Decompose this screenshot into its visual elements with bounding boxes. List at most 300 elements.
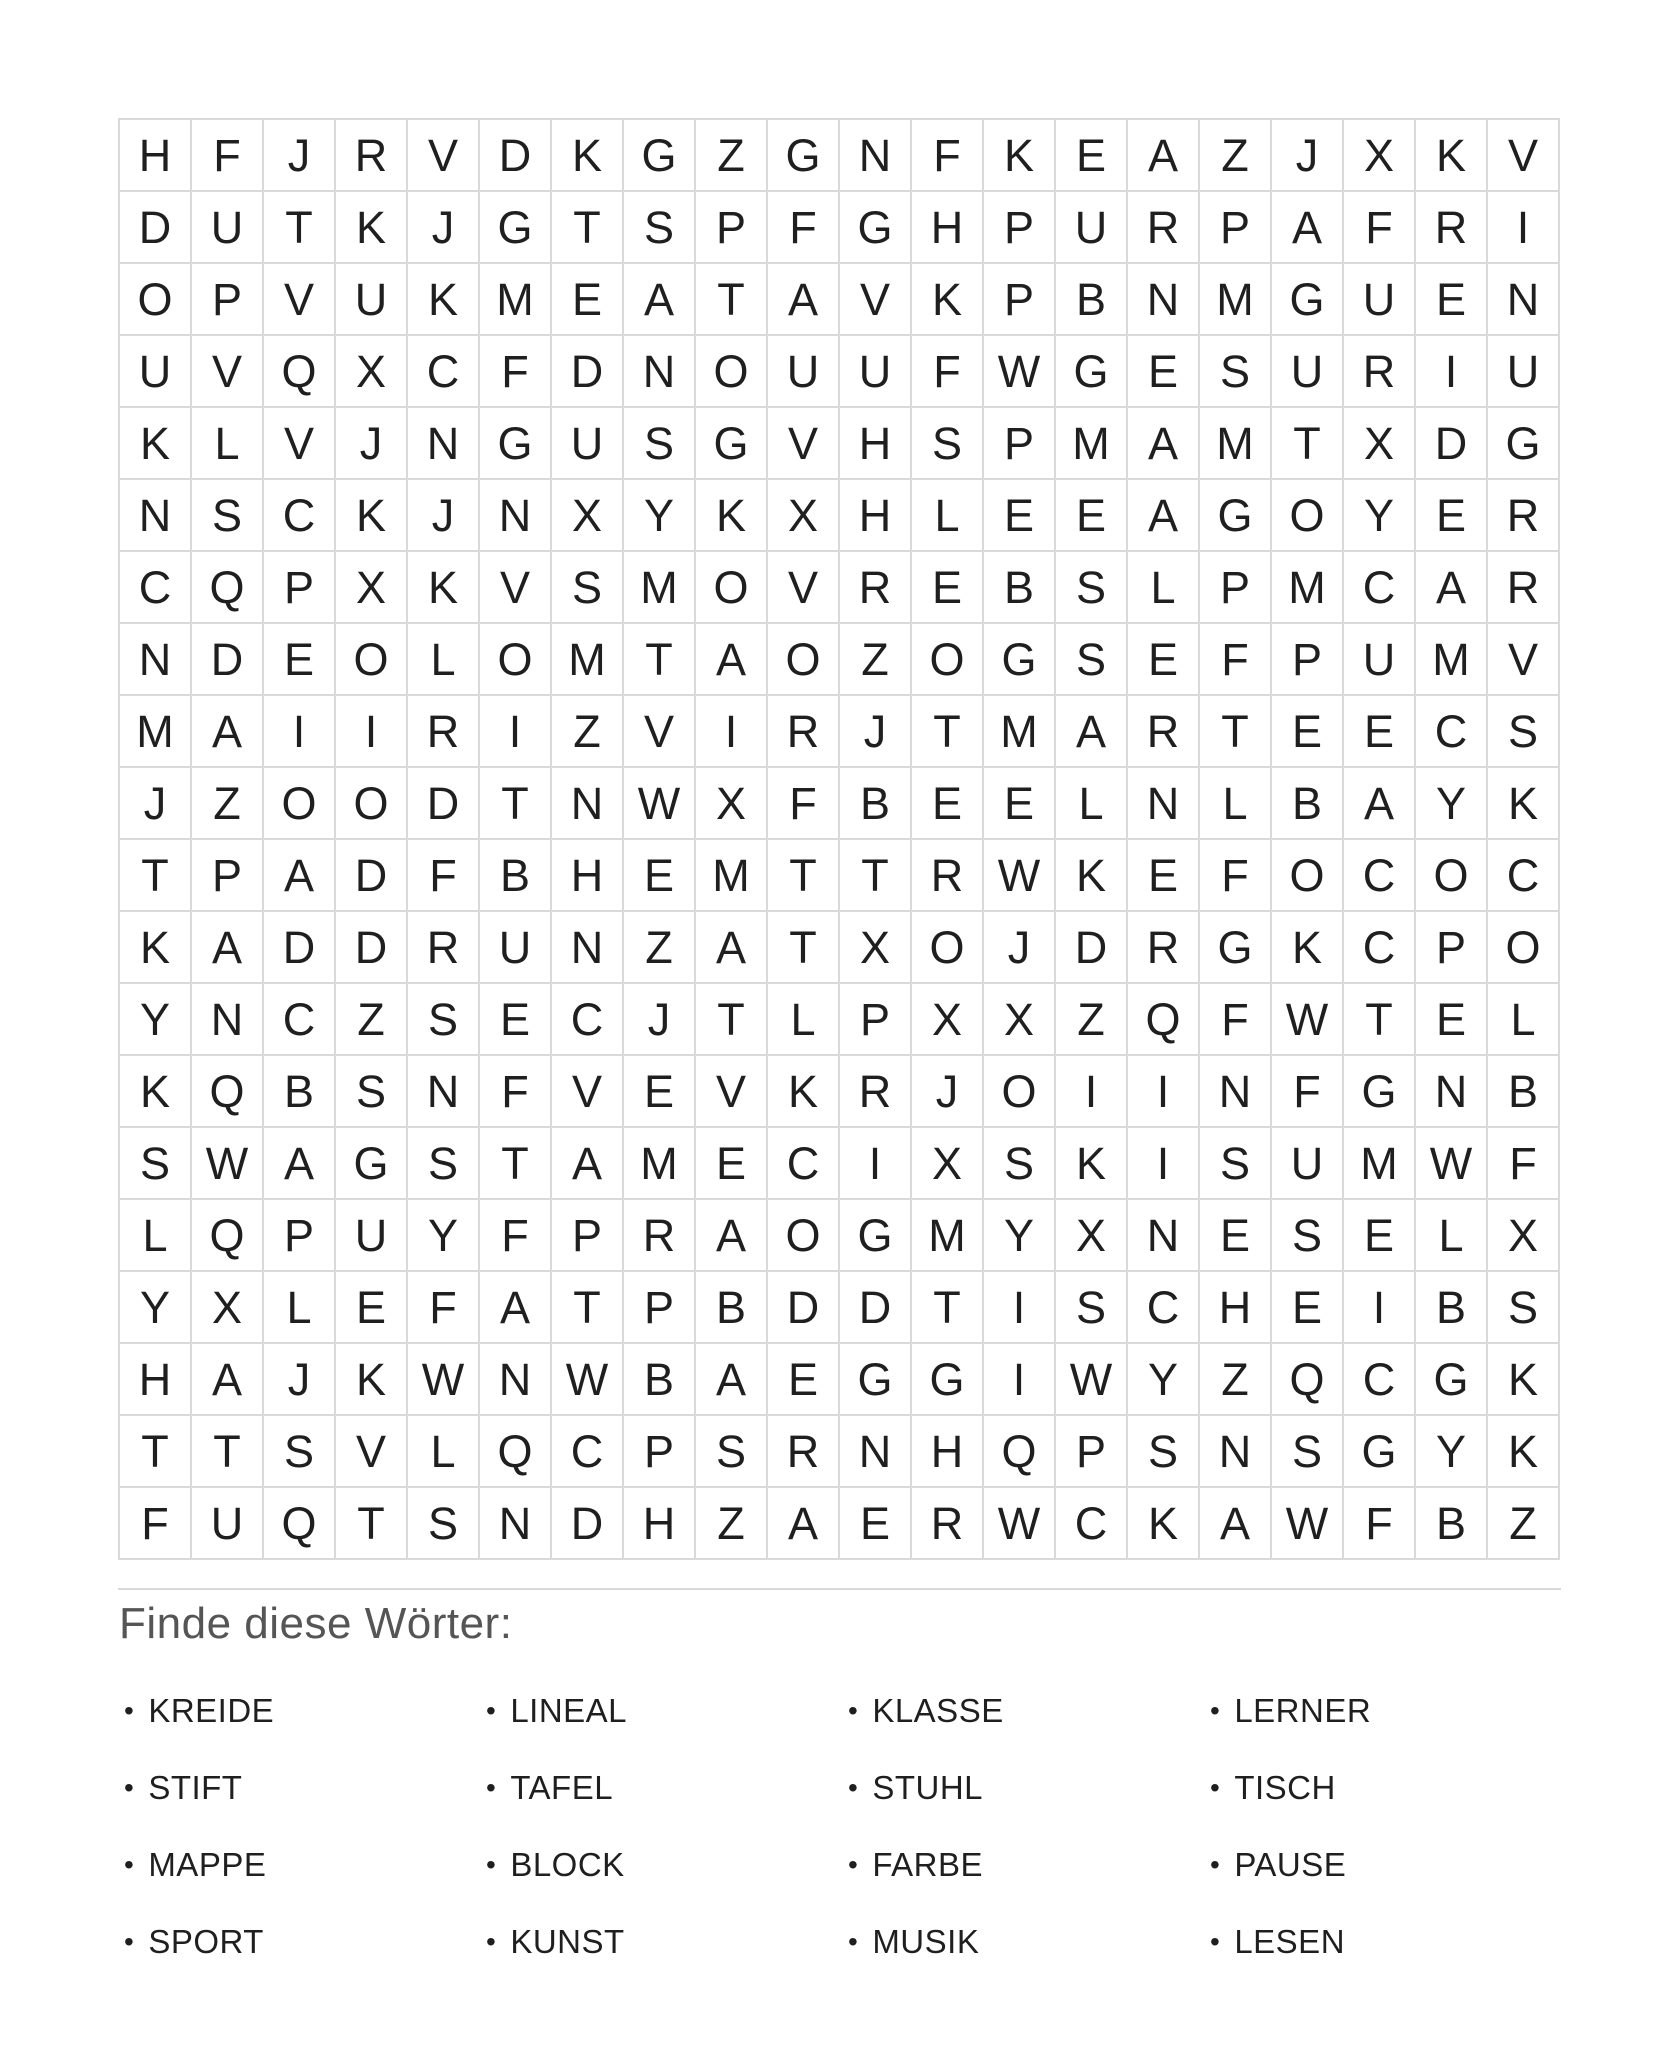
grid-cell[interactable]: K: [1056, 840, 1126, 910]
grid-cell[interactable]: P: [984, 408, 1054, 478]
grid-cell[interactable]: V: [840, 264, 910, 334]
grid-cell[interactable]: S: [264, 1416, 334, 1486]
grid-cell[interactable]: L: [1416, 1200, 1486, 1270]
grid-cell[interactable]: L: [1200, 768, 1270, 838]
grid-cell[interactable]: A: [1128, 408, 1198, 478]
grid-cell[interactable]: R: [1344, 336, 1414, 406]
grid-cell[interactable]: C: [1344, 1344, 1414, 1414]
grid-cell[interactable]: R: [336, 120, 406, 190]
grid-cell[interactable]: T: [624, 624, 694, 694]
grid-cell[interactable]: L: [912, 480, 982, 550]
grid-cell[interactable]: K: [768, 1056, 838, 1126]
grid-cell[interactable]: A: [552, 1128, 622, 1198]
grid-cell[interactable]: R: [768, 696, 838, 766]
grid-cell[interactable]: N: [1128, 264, 1198, 334]
grid-cell[interactable]: S: [1128, 1416, 1198, 1486]
grid-cell[interactable]: B: [480, 840, 550, 910]
grid-cell[interactable]: Q: [264, 336, 334, 406]
grid-cell[interactable]: G: [912, 1344, 982, 1414]
grid-cell[interactable]: S: [336, 1056, 406, 1126]
grid-cell[interactable]: W: [1272, 984, 1342, 1054]
grid-cell[interactable]: K: [984, 120, 1054, 190]
grid-cell[interactable]: E: [1128, 840, 1198, 910]
grid-cell[interactable]: G: [840, 1344, 910, 1414]
grid-cell[interactable]: H: [840, 408, 910, 478]
grid-cell[interactable]: K: [552, 120, 622, 190]
grid-cell[interactable]: D: [1056, 912, 1126, 982]
grid-cell[interactable]: W: [624, 768, 694, 838]
grid-cell[interactable]: N: [408, 408, 478, 478]
grid-cell[interactable]: G: [1056, 336, 1126, 406]
grid-cell[interactable]: Z: [696, 120, 766, 190]
grid-cell[interactable]: C: [552, 1416, 622, 1486]
grid-cell[interactable]: I: [1344, 1272, 1414, 1342]
grid-cell[interactable]: Z: [192, 768, 262, 838]
grid-cell[interactable]: T: [1272, 408, 1342, 478]
grid-cell[interactable]: Z: [1056, 984, 1126, 1054]
grid-cell[interactable]: Y: [120, 984, 190, 1054]
grid-cell[interactable]: E: [264, 624, 334, 694]
grid-cell[interactable]: A: [624, 264, 694, 334]
grid-cell[interactable]: R: [408, 912, 478, 982]
grid-cell[interactable]: X: [1056, 1200, 1126, 1270]
grid-cell[interactable]: S: [1200, 336, 1270, 406]
grid-cell[interactable]: H: [120, 120, 190, 190]
grid-cell[interactable]: Y: [120, 1272, 190, 1342]
grid-cell[interactable]: K: [1272, 912, 1342, 982]
grid-cell[interactable]: V: [192, 336, 262, 406]
grid-cell[interactable]: U: [1272, 336, 1342, 406]
grid-cell[interactable]: O: [696, 552, 766, 622]
grid-cell[interactable]: O: [264, 768, 334, 838]
grid-cell[interactable]: Q: [192, 552, 262, 622]
grid-cell[interactable]: E: [1416, 480, 1486, 550]
grid-cell[interactable]: M: [1416, 624, 1486, 694]
grid-cell[interactable]: U: [192, 192, 262, 262]
grid-cell[interactable]: N: [120, 624, 190, 694]
grid-cell[interactable]: A: [696, 1200, 766, 1270]
grid-cell[interactable]: I: [480, 696, 550, 766]
grid-cell[interactable]: J: [264, 120, 334, 190]
grid-cell[interactable]: S: [984, 1128, 1054, 1198]
grid-cell[interactable]: E: [1200, 1200, 1270, 1270]
grid-cell[interactable]: G: [1488, 408, 1558, 478]
grid-cell[interactable]: N: [480, 1344, 550, 1414]
grid-cell[interactable]: H: [912, 1416, 982, 1486]
grid-cell[interactable]: F: [912, 120, 982, 190]
grid-cell[interactable]: F: [1200, 840, 1270, 910]
grid-cell[interactable]: T: [264, 192, 334, 262]
grid-cell[interactable]: P: [1056, 1416, 1126, 1486]
grid-cell[interactable]: F: [1488, 1128, 1558, 1198]
grid-cell[interactable]: B: [1056, 264, 1126, 334]
grid-cell[interactable]: E: [768, 1344, 838, 1414]
grid-cell[interactable]: K: [336, 1344, 406, 1414]
grid-cell[interactable]: U: [480, 912, 550, 982]
grid-cell[interactable]: I: [840, 1128, 910, 1198]
grid-cell[interactable]: X: [336, 336, 406, 406]
grid-cell[interactable]: O: [1416, 840, 1486, 910]
grid-cell[interactable]: T: [480, 768, 550, 838]
grid-cell[interactable]: B: [984, 552, 1054, 622]
grid-cell[interactable]: B: [696, 1272, 766, 1342]
grid-cell[interactable]: K: [1488, 768, 1558, 838]
grid-cell[interactable]: O: [768, 624, 838, 694]
grid-cell[interactable]: R: [1128, 192, 1198, 262]
grid-cell[interactable]: E: [480, 984, 550, 1054]
grid-cell[interactable]: O: [768, 1200, 838, 1270]
grid-cell[interactable]: U: [1344, 264, 1414, 334]
grid-cell[interactable]: P: [192, 264, 262, 334]
grid-cell[interactable]: M: [624, 552, 694, 622]
grid-cell[interactable]: Q: [192, 1056, 262, 1126]
grid-cell[interactable]: Q: [192, 1200, 262, 1270]
grid-cell[interactable]: W: [192, 1128, 262, 1198]
grid-cell[interactable]: A: [192, 696, 262, 766]
grid-cell[interactable]: N: [408, 1056, 478, 1126]
grid-cell[interactable]: S: [1272, 1416, 1342, 1486]
grid-cell[interactable]: F: [120, 1488, 190, 1558]
grid-cell[interactable]: L: [1488, 984, 1558, 1054]
grid-cell[interactable]: X: [912, 984, 982, 1054]
grid-cell[interactable]: S: [624, 408, 694, 478]
grid-cell[interactable]: X: [1488, 1200, 1558, 1270]
grid-cell[interactable]: T: [480, 1128, 550, 1198]
grid-cell[interactable]: G: [1272, 264, 1342, 334]
grid-cell[interactable]: L: [1056, 768, 1126, 838]
grid-cell[interactable]: A: [696, 624, 766, 694]
grid-cell[interactable]: I: [1416, 336, 1486, 406]
grid-cell[interactable]: P: [192, 840, 262, 910]
grid-cell[interactable]: P: [264, 1200, 334, 1270]
grid-cell[interactable]: A: [768, 1488, 838, 1558]
grid-cell[interactable]: K: [408, 264, 478, 334]
grid-cell[interactable]: Z: [1200, 1344, 1270, 1414]
grid-cell[interactable]: D: [552, 1488, 622, 1558]
grid-cell[interactable]: A: [1416, 552, 1486, 622]
grid-cell[interactable]: H: [912, 192, 982, 262]
grid-cell[interactable]: K: [1416, 120, 1486, 190]
grid-cell[interactable]: E: [984, 480, 1054, 550]
grid-cell[interactable]: S: [1056, 1272, 1126, 1342]
grid-cell[interactable]: J: [1272, 120, 1342, 190]
grid-cell[interactable]: F: [192, 120, 262, 190]
grid-cell[interactable]: Q: [1272, 1344, 1342, 1414]
grid-cell[interactable]: D: [120, 192, 190, 262]
grid-cell[interactable]: H: [120, 1344, 190, 1414]
grid-cell[interactable]: P: [552, 1200, 622, 1270]
grid-cell[interactable]: M: [120, 696, 190, 766]
grid-cell[interactable]: A: [480, 1272, 550, 1342]
grid-cell[interactable]: B: [1272, 768, 1342, 838]
grid-cell[interactable]: L: [192, 408, 262, 478]
grid-cell[interactable]: G: [840, 1200, 910, 1270]
grid-cell[interactable]: B: [1416, 1272, 1486, 1342]
grid-cell[interactable]: N: [624, 336, 694, 406]
grid-cell[interactable]: C: [768, 1128, 838, 1198]
grid-cell[interactable]: E: [1056, 120, 1126, 190]
grid-cell[interactable]: N: [840, 1416, 910, 1486]
grid-cell[interactable]: N: [1128, 768, 1198, 838]
grid-cell[interactable]: D: [1416, 408, 1486, 478]
grid-cell[interactable]: N: [1488, 264, 1558, 334]
grid-cell[interactable]: K: [1128, 1488, 1198, 1558]
grid-cell[interactable]: Y: [624, 480, 694, 550]
grid-cell[interactable]: L: [264, 1272, 334, 1342]
grid-cell[interactable]: D: [840, 1272, 910, 1342]
grid-cell[interactable]: U: [1272, 1128, 1342, 1198]
grid-cell[interactable]: J: [120, 768, 190, 838]
grid-cell[interactable]: U: [1056, 192, 1126, 262]
grid-cell[interactable]: G: [984, 624, 1054, 694]
grid-cell[interactable]: S: [408, 1128, 478, 1198]
grid-cell[interactable]: A: [192, 912, 262, 982]
grid-cell[interactable]: R: [840, 1056, 910, 1126]
grid-cell[interactable]: C: [1056, 1488, 1126, 1558]
grid-cell[interactable]: C: [1344, 552, 1414, 622]
grid-cell[interactable]: X: [696, 768, 766, 838]
grid-cell[interactable]: E: [912, 552, 982, 622]
grid-cell[interactable]: N: [1200, 1056, 1270, 1126]
grid-cell[interactable]: X: [912, 1128, 982, 1198]
grid-cell[interactable]: V: [552, 1056, 622, 1126]
grid-cell[interactable]: O: [336, 768, 406, 838]
grid-cell[interactable]: G: [696, 408, 766, 478]
grid-cell[interactable]: O: [1272, 480, 1342, 550]
grid-cell[interactable]: K: [408, 552, 478, 622]
grid-cell[interactable]: C: [1344, 840, 1414, 910]
grid-cell[interactable]: R: [1488, 552, 1558, 622]
grid-cell[interactable]: S: [1488, 1272, 1558, 1342]
grid-cell[interactable]: W: [984, 336, 1054, 406]
grid-cell[interactable]: Q: [264, 1488, 334, 1558]
grid-cell[interactable]: C: [408, 336, 478, 406]
grid-cell[interactable]: V: [264, 408, 334, 478]
grid-cell[interactable]: F: [480, 336, 550, 406]
grid-cell[interactable]: S: [696, 1416, 766, 1486]
grid-cell[interactable]: D: [264, 912, 334, 982]
grid-cell[interactable]: W: [1272, 1488, 1342, 1558]
grid-cell[interactable]: S: [1272, 1200, 1342, 1270]
grid-cell[interactable]: V: [768, 552, 838, 622]
grid-cell[interactable]: E: [1344, 1200, 1414, 1270]
grid-cell[interactable]: T: [120, 1416, 190, 1486]
grid-cell[interactable]: R: [408, 696, 478, 766]
grid-cell[interactable]: Y: [1416, 1416, 1486, 1486]
grid-cell[interactable]: T: [552, 192, 622, 262]
grid-cell[interactable]: O: [984, 1056, 1054, 1126]
grid-cell[interactable]: S: [1200, 1128, 1270, 1198]
grid-cell[interactable]: E: [984, 768, 1054, 838]
grid-cell[interactable]: C: [264, 984, 334, 1054]
grid-cell[interactable]: M: [1344, 1128, 1414, 1198]
grid-cell[interactable]: L: [408, 1416, 478, 1486]
grid-cell[interactable]: Z: [552, 696, 622, 766]
grid-cell[interactable]: P: [1200, 192, 1270, 262]
grid-cell[interactable]: L: [120, 1200, 190, 1270]
grid-cell[interactable]: R: [1128, 912, 1198, 982]
grid-cell[interactable]: A: [1200, 1488, 1270, 1558]
grid-cell[interactable]: T: [552, 1272, 622, 1342]
grid-cell[interactable]: Z: [1488, 1488, 1558, 1558]
grid-cell[interactable]: X: [840, 912, 910, 982]
grid-cell[interactable]: A: [264, 1128, 334, 1198]
grid-cell[interactable]: O: [912, 624, 982, 694]
grid-cell[interactable]: K: [120, 1056, 190, 1126]
grid-cell[interactable]: F: [408, 840, 478, 910]
grid-cell[interactable]: F: [768, 768, 838, 838]
grid-cell[interactable]: K: [912, 264, 982, 334]
grid-cell[interactable]: Z: [696, 1488, 766, 1558]
grid-cell[interactable]: G: [840, 192, 910, 262]
grid-cell[interactable]: Y: [408, 1200, 478, 1270]
grid-cell[interactable]: P: [624, 1272, 694, 1342]
grid-cell[interactable]: E: [912, 768, 982, 838]
grid-cell[interactable]: I: [696, 696, 766, 766]
grid-cell[interactable]: Y: [984, 1200, 1054, 1270]
grid-cell[interactable]: T: [768, 912, 838, 982]
grid-cell[interactable]: R: [912, 840, 982, 910]
grid-cell[interactable]: X: [336, 552, 406, 622]
grid-cell[interactable]: Y: [1416, 768, 1486, 838]
grid-cell[interactable]: E: [1416, 984, 1486, 1054]
grid-cell[interactable]: E: [552, 264, 622, 334]
grid-cell[interactable]: E: [624, 1056, 694, 1126]
grid-cell[interactable]: A: [1344, 768, 1414, 838]
grid-cell[interactable]: V: [408, 120, 478, 190]
grid-cell[interactable]: I: [1128, 1128, 1198, 1198]
grid-cell[interactable]: N: [552, 912, 622, 982]
grid-cell[interactable]: D: [768, 1272, 838, 1342]
grid-cell[interactable]: F: [1200, 984, 1270, 1054]
grid-cell[interactable]: N: [1128, 1200, 1198, 1270]
grid-cell[interactable]: U: [552, 408, 622, 478]
grid-cell[interactable]: U: [192, 1488, 262, 1558]
grid-cell[interactable]: R: [912, 1488, 982, 1558]
grid-cell[interactable]: E: [336, 1272, 406, 1342]
grid-cell[interactable]: B: [840, 768, 910, 838]
grid-cell[interactable]: M: [1200, 408, 1270, 478]
grid-cell[interactable]: L: [768, 984, 838, 1054]
grid-cell[interactable]: W: [1056, 1344, 1126, 1414]
grid-cell[interactable]: L: [1128, 552, 1198, 622]
grid-cell[interactable]: S: [408, 984, 478, 1054]
grid-cell[interactable]: E: [1056, 480, 1126, 550]
grid-cell[interactable]: P: [1200, 552, 1270, 622]
grid-cell[interactable]: F: [480, 1200, 550, 1270]
grid-cell[interactable]: V: [480, 552, 550, 622]
grid-cell[interactable]: T: [192, 1416, 262, 1486]
grid-cell[interactable]: S: [624, 192, 694, 262]
grid-cell[interactable]: N: [1200, 1416, 1270, 1486]
grid-cell[interactable]: T: [696, 984, 766, 1054]
grid-cell[interactable]: U: [1344, 624, 1414, 694]
grid-cell[interactable]: G: [1200, 480, 1270, 550]
grid-cell[interactable]: F: [1200, 624, 1270, 694]
grid-cell[interactable]: O: [120, 264, 190, 334]
grid-cell[interactable]: F: [408, 1272, 478, 1342]
grid-cell[interactable]: W: [984, 1488, 1054, 1558]
grid-cell[interactable]: Q: [984, 1416, 1054, 1486]
grid-cell[interactable]: J: [408, 192, 478, 262]
grid-cell[interactable]: R: [1128, 696, 1198, 766]
grid-cell[interactable]: N: [192, 984, 262, 1054]
grid-cell[interactable]: T: [1200, 696, 1270, 766]
grid-cell[interactable]: H: [552, 840, 622, 910]
grid-cell[interactable]: P: [1416, 912, 1486, 982]
grid-cell[interactable]: M: [552, 624, 622, 694]
grid-cell[interactable]: S: [1488, 696, 1558, 766]
grid-cell[interactable]: C: [552, 984, 622, 1054]
grid-cell[interactable]: J: [336, 408, 406, 478]
grid-cell[interactable]: K: [120, 912, 190, 982]
grid-cell[interactable]: F: [768, 192, 838, 262]
grid-cell[interactable]: E: [696, 1128, 766, 1198]
grid-cell[interactable]: C: [1416, 696, 1486, 766]
grid-cell[interactable]: R: [840, 552, 910, 622]
grid-cell[interactable]: J: [840, 696, 910, 766]
grid-cell[interactable]: X: [768, 480, 838, 550]
grid-cell[interactable]: E: [1272, 696, 1342, 766]
grid-cell[interactable]: V: [1488, 624, 1558, 694]
grid-cell[interactable]: E: [1128, 336, 1198, 406]
grid-cell[interactable]: G: [336, 1128, 406, 1198]
grid-cell[interactable]: A: [696, 1344, 766, 1414]
grid-cell[interactable]: E: [840, 1488, 910, 1558]
grid-cell[interactable]: G: [768, 120, 838, 190]
grid-cell[interactable]: P: [696, 192, 766, 262]
grid-cell[interactable]: N: [480, 480, 550, 550]
grid-cell[interactable]: U: [840, 336, 910, 406]
grid-cell[interactable]: U: [1488, 336, 1558, 406]
grid-cell[interactable]: K: [336, 192, 406, 262]
grid-cell[interactable]: V: [336, 1416, 406, 1486]
grid-cell[interactable]: M: [984, 696, 1054, 766]
grid-cell[interactable]: O: [912, 912, 982, 982]
grid-cell[interactable]: E: [624, 840, 694, 910]
grid-cell[interactable]: I: [336, 696, 406, 766]
grid-cell[interactable]: B: [624, 1344, 694, 1414]
grid-cell[interactable]: F: [1344, 1488, 1414, 1558]
grid-cell[interactable]: S: [1056, 624, 1126, 694]
grid-cell[interactable]: R: [768, 1416, 838, 1486]
grid-cell[interactable]: C: [120, 552, 190, 622]
grid-cell[interactable]: X: [552, 480, 622, 550]
grid-cell[interactable]: N: [840, 120, 910, 190]
grid-cell[interactable]: N: [480, 1488, 550, 1558]
grid-cell[interactable]: A: [1128, 480, 1198, 550]
grid-cell[interactable]: X: [1344, 120, 1414, 190]
grid-cell[interactable]: M: [1200, 264, 1270, 334]
grid-cell[interactable]: P: [624, 1416, 694, 1486]
grid-cell[interactable]: E: [1272, 1272, 1342, 1342]
grid-cell[interactable]: D: [336, 840, 406, 910]
grid-cell[interactable]: F: [912, 336, 982, 406]
grid-cell[interactable]: J: [264, 1344, 334, 1414]
grid-cell[interactable]: S: [408, 1488, 478, 1558]
grid-cell[interactable]: Z: [840, 624, 910, 694]
grid-cell[interactable]: T: [840, 840, 910, 910]
grid-cell[interactable]: I: [1128, 1056, 1198, 1126]
grid-cell[interactable]: G: [1344, 1056, 1414, 1126]
grid-cell[interactable]: X: [192, 1272, 262, 1342]
grid-cell[interactable]: A: [696, 912, 766, 982]
grid-cell[interactable]: P: [984, 192, 1054, 262]
grid-cell[interactable]: G: [1200, 912, 1270, 982]
grid-cell[interactable]: Q: [480, 1416, 550, 1486]
grid-cell[interactable]: M: [1272, 552, 1342, 622]
grid-cell[interactable]: T: [696, 264, 766, 334]
